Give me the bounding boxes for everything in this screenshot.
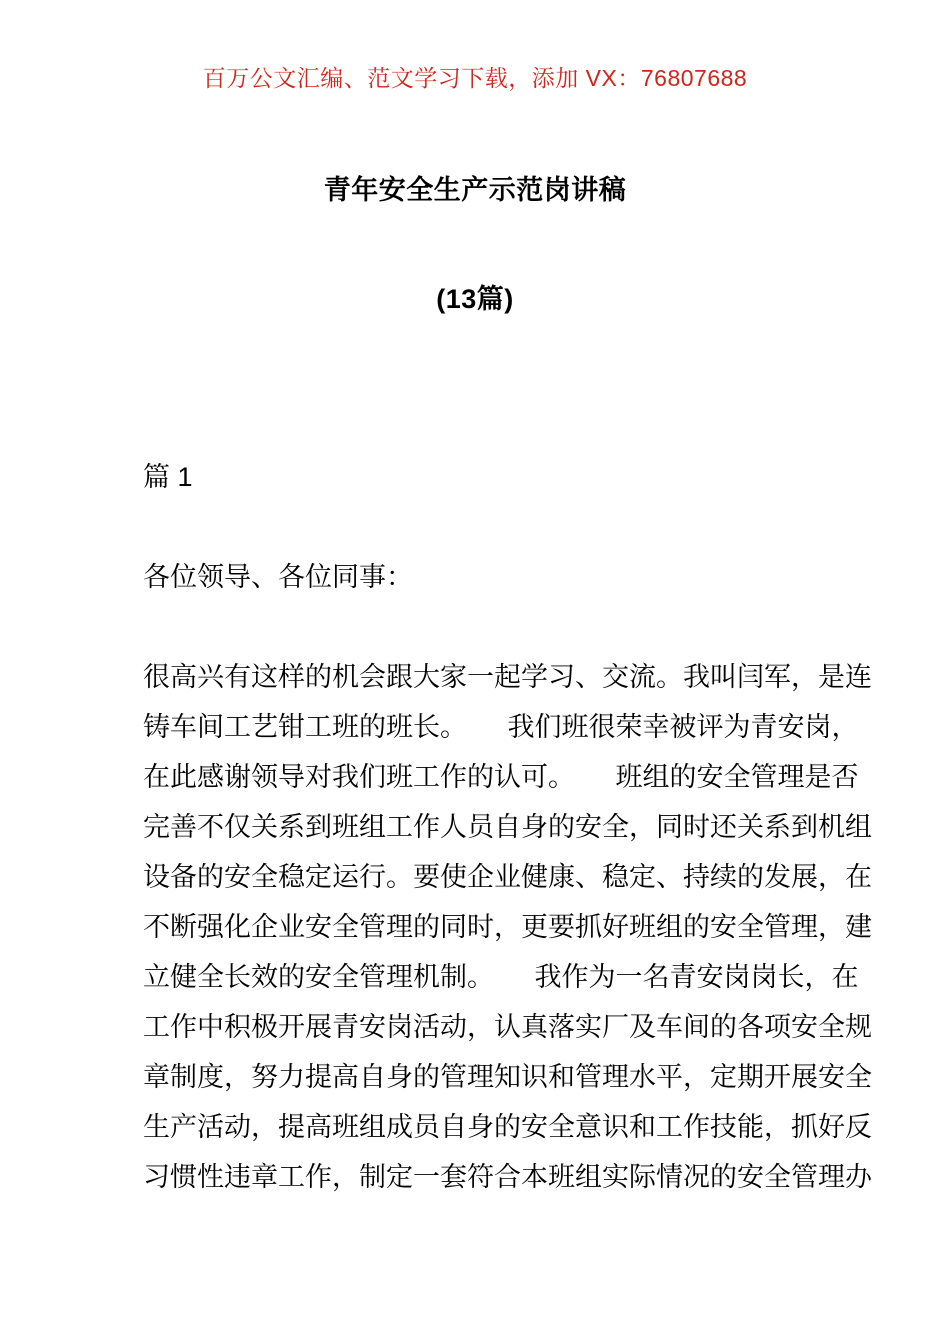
document-subtitle-count: (13篇) xyxy=(436,284,514,314)
body-line: 设备的安全稳定运行。要使企业健康、稳定、持续的发展，在 xyxy=(143,862,872,892)
body-line: 生产活动，提高班组成员自身的安全意识和工作技能，抓好反 xyxy=(143,1112,872,1142)
body-line: 立健全长效的安全管理机制。 我作为一名青安岗岗长，在 xyxy=(143,962,859,992)
body-line: 完善不仅关系到班组工作人员自身的安全，同时还关系到机组 xyxy=(143,812,872,842)
body-line: 工作中积极开展青安岗活动，认真落实厂及车间的各项安全规 xyxy=(143,1012,872,1042)
body-line: 章制度，努力提高自身的管理知识和管理水平，定期开展安全 xyxy=(143,1062,872,1092)
body-paragraph xyxy=(143,652,872,1202)
page-title: 青年安全生产示范岗讲稿 xyxy=(323,175,627,206)
body-line: 习惯性违章工作，制定一套符合本班组实际情况的安全管理办 xyxy=(143,1162,872,1192)
body-spacer xyxy=(143,502,815,552)
section-label-pian-1: 篇 1 xyxy=(143,462,193,492)
body-line: 在此感谢领导对我们班工作的认可。 班组的安全管理是否 xyxy=(143,762,859,792)
salutation-line: 各位领导、各位同事： xyxy=(143,562,413,592)
body-line: 铸车间工艺钳工班的班长。 我们班很荣幸被评为青安岗， xyxy=(143,712,859,742)
promo-watermark-header: 百万公文汇编、范文学习下载，添加 VX：76807688 xyxy=(202,65,748,91)
body-line: 不断强化企业安全管理的同时，更要抓好班组的安全管理，建 xyxy=(143,912,872,942)
document-body-column xyxy=(143,452,872,1202)
body-spacer xyxy=(143,602,815,652)
body-line: 很高兴有这样的机会跟大家一起学习、交流。我叫闫军，是连 xyxy=(143,662,872,692)
